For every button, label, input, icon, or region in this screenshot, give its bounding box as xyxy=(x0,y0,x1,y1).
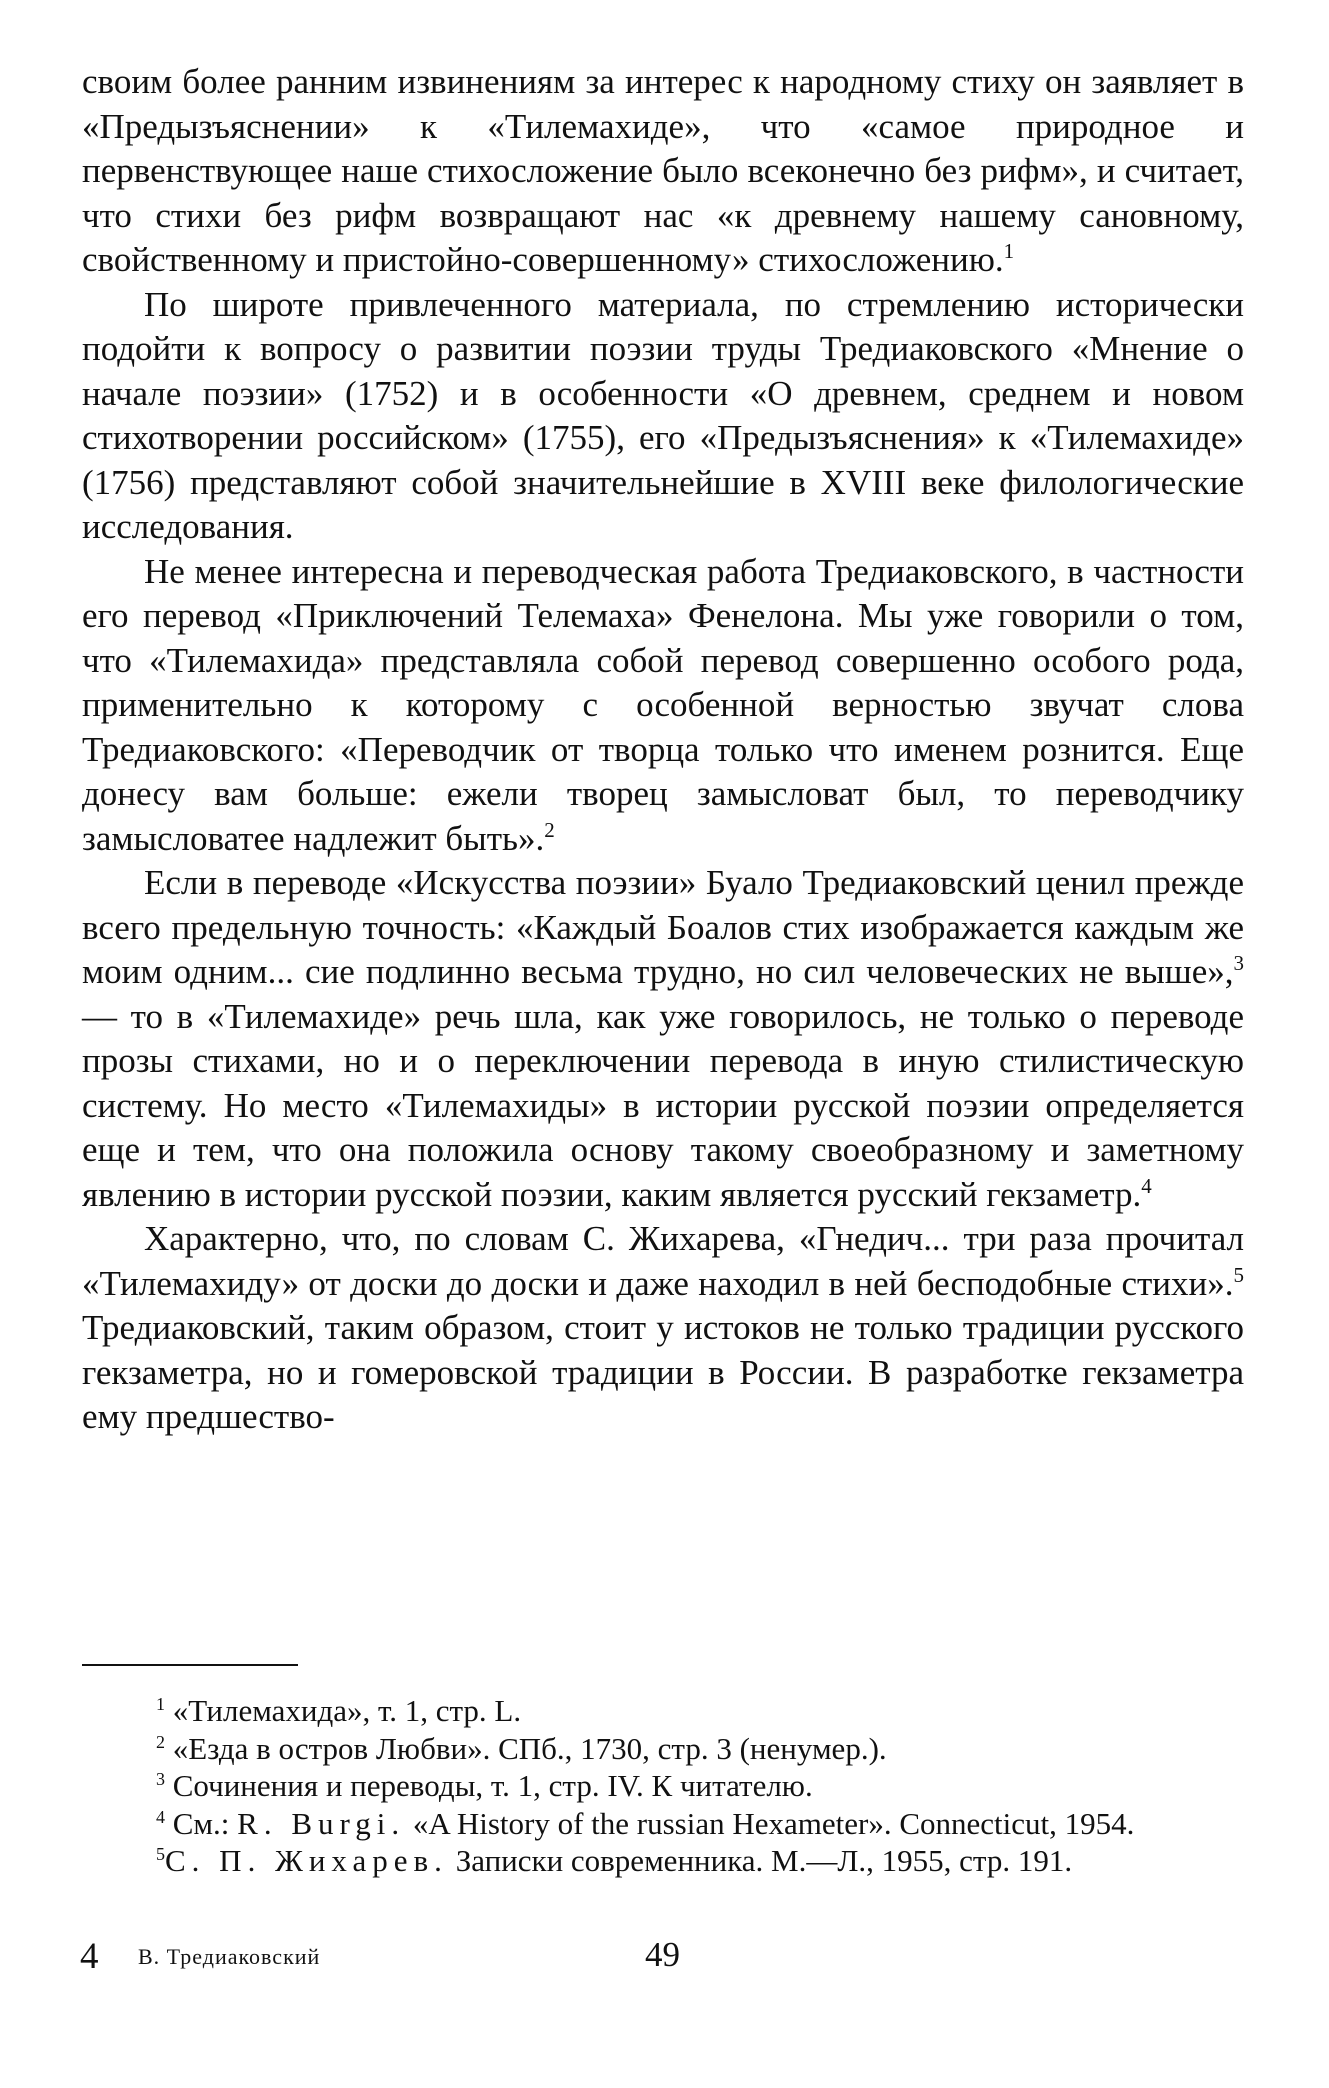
paragraph-text-continued: Тредиаковский, таким образом, стоит у истоков не только традиции русского гекзаметра, но и гомеровской традиции в России. В разработке гекзаметра ему предшество- xyxy=(82,1308,1244,1436)
paragraph-5 xyxy=(82,1217,1244,1440)
page-number: 49 xyxy=(645,1935,680,1974)
footnote-ref: 4 xyxy=(1141,1173,1152,1198)
footnote-2 xyxy=(82,1730,1244,1768)
footnote-number: 5 xyxy=(156,1844,165,1864)
footnote-text: «Тилемахида», т. 1, стр. L. xyxy=(172,1693,522,1728)
signature-number: 4 xyxy=(80,1936,99,1977)
paragraph-text: По широте привлеченного материала, по стремлению исторически подойти к вопросу о развитии поэзии труды Тредиаковского «Мнение о начале поэзии» (1752) и в особенности «О древнем, среднем и новом стихотворении российском» (1755), его «Предызъяснения» к «Тилемахиде» (1756) представляют собой значительнейшие в XVIII веке филологические исследования. xyxy=(82,284,1244,546)
footnotes xyxy=(82,1692,1244,1880)
footnote-text: «Езда в остров Любви». СПб., 1730, стр. 3 (ненумер.). xyxy=(172,1730,887,1766)
footnote-3 xyxy=(82,1767,1244,1805)
paragraph-3 xyxy=(82,550,1244,862)
footnote-text: Сочинения и переводы, т. 1, стр. IV. К читателю. xyxy=(172,1768,813,1803)
paragraph-text: Характерно, что, по словам С. Жихарева, «Гнедич... три раза прочитал «Тилемахиду» от доски до доски и даже находил в ней бесподобные стихи». xyxy=(82,1219,1244,1303)
footnote-ref: 1 xyxy=(1003,239,1015,263)
footnote-number: 1 xyxy=(156,1694,165,1714)
footnote-prefix: См.: xyxy=(172,1805,238,1841)
paragraph-text: Если в переводе «Искусства поэзии» Буало Тредиаковский ценил прежде всего предельную точность: «Каждый Боалов стих изображается каждым же моим одним... сие подлинно весьма трудно, но сил человеческих не выше», xyxy=(82,863,1244,991)
footnote-text: «A History of the russian Hexameter». Connecticut, 1954. xyxy=(405,1805,1135,1841)
paragraph-1 xyxy=(82,60,1244,283)
footnote-number: 3 xyxy=(156,1769,165,1789)
footnote-5 xyxy=(82,1842,1244,1880)
paragraph-text-continued: — то в «Тилемахиде» речь шла, как уже говорилось, не только о переводе прозы стихами, но и о переключении перевода в иную стилистическую систему. Но место «Тилемахиды» в истории русской поэзии определяется еще и тем, что она положила основу такому своеобразному и заметному явлению в истории русской поэзии, каким является русский гекзаметр. xyxy=(82,996,1244,1214)
footnote-ref: 5 xyxy=(1233,1262,1244,1287)
paragraph-text: Не менее интересна и переводческая работа Тредиаковского, в частности его перевод «Приключений Телемаха» Фенелона. Мы уже говорили о том, что «Тилемахида» представляла собой перевод совершенно особого рода, применительно к которому с особенной верностью звучат слова Тредиаковского: «Переводчик от творца только что именем рознится. Еще донесу вам больше: ежели творец замысловат был, то переводчику замысловатее надлежит быть». xyxy=(82,551,1244,858)
footnote-author: R. Burgi. xyxy=(237,1805,406,1841)
paragraph-2 xyxy=(82,283,1244,550)
paragraph-4 xyxy=(82,861,1244,1217)
footnote-ref: 2 xyxy=(544,817,555,842)
footnote-author: С. П. Жихарев. xyxy=(165,1843,448,1878)
footnote-number: 4 xyxy=(156,1806,165,1827)
footnote-separator xyxy=(82,1664,298,1666)
footnote-ref: 3 xyxy=(1233,951,1244,975)
footnote-text: Записки современника. М.—Л., 1955, стр. 191. xyxy=(447,1843,1073,1878)
footnote-4 xyxy=(82,1805,1244,1843)
page-footer xyxy=(0,1935,1329,1985)
footnote-1 xyxy=(82,1692,1244,1730)
signature-label: В. Тредиаковский xyxy=(138,1944,321,1969)
main-text xyxy=(82,60,1244,1440)
paragraph-text: своим более ранним извинениям за интерес к народному стиху он заявляет в «Предызъяснении» к «Тилемахиде», что «самое природное и первенствующее наше стихосложение было всеконечно без рифм», и считает, что стихи без рифм возвращают нас «к древнему нашему сановному, свойственному и пристойно-совершенному» стихосложению. xyxy=(82,62,1244,279)
footnote-number: 2 xyxy=(156,1731,165,1752)
